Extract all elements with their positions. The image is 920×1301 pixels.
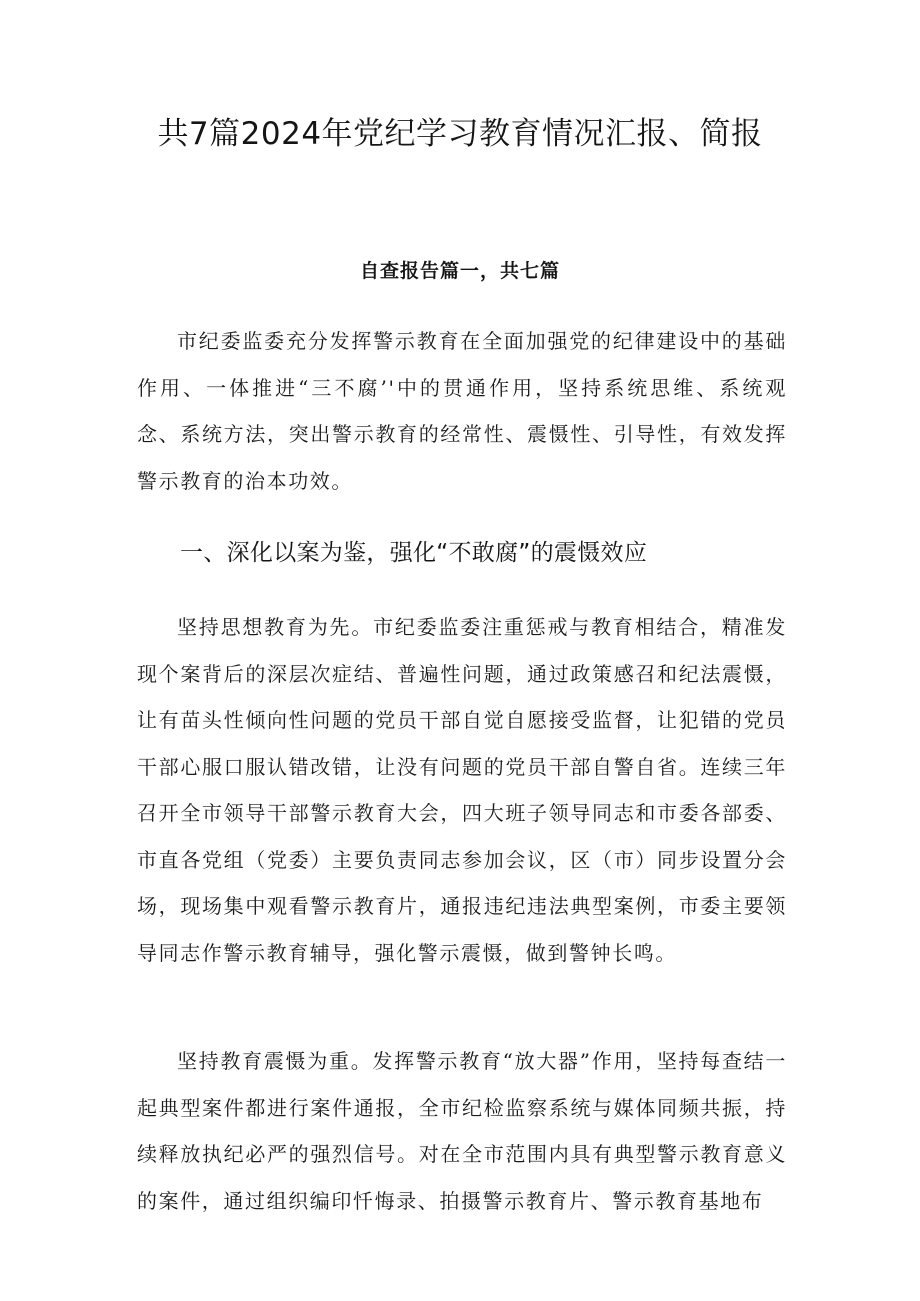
section-paragraph: 坚持思想教育为先。市纪委监委注重惩戒与教育相结合，精准发现个案背后的深层次症结、普遍性问题，通过政策感召和纪法震慑，让有苗头性倾向性问题的党员干部自觉自愿接受监督，让犯错的党员干部心服口服认错改错，让没有问题的党员干部自警自省。连续三年召开全市领导干部警示教育大会，四大班子领导同志和市委各部委、市直各党组（党委）主要负责同志参加会议，区（市）同步设置分会场，现场集中观看警示教育片，通报违纪违法典型案例，市委主要领导同志作警示教育辅导，强化警示震慑，做到警钟长鸣。 <box>137 615 787 965</box>
document-subtitle: 自查报告篇一，共七篇 <box>359 260 560 282</box>
intro-paragraph: 市纪委监委充分发挥警示教育在全面加强党的纪律建设中的基础作用、一体推进“三不腐’'中的贯通作用，坚持系统思维、系统观念、系统方法，突出警示教育的经常性、震慑性、引导性，有效发挥警示教育的治本功效。 <box>137 329 787 493</box>
document-title: 共7篇2024年党纪学习教育情况汇报、简报 <box>157 116 763 152</box>
section-heading: 一、深化以案为鉴，强化“不敢腐”的震慑效应 <box>180 540 648 566</box>
section-paragraph: 坚持教育震慑为重。发挥警示教育“放大器”作用，坚持每查结一起典型案件都进行案件通报，全市纪检监察系统与媒体同频共振，持续释放执纪必严的强烈信号。对在全市范围内具有典型警示教育意义的案件，通过组织编印忏悔录、拍摄警示教育片、警示教育基地布 <box>137 1049 787 1213</box>
